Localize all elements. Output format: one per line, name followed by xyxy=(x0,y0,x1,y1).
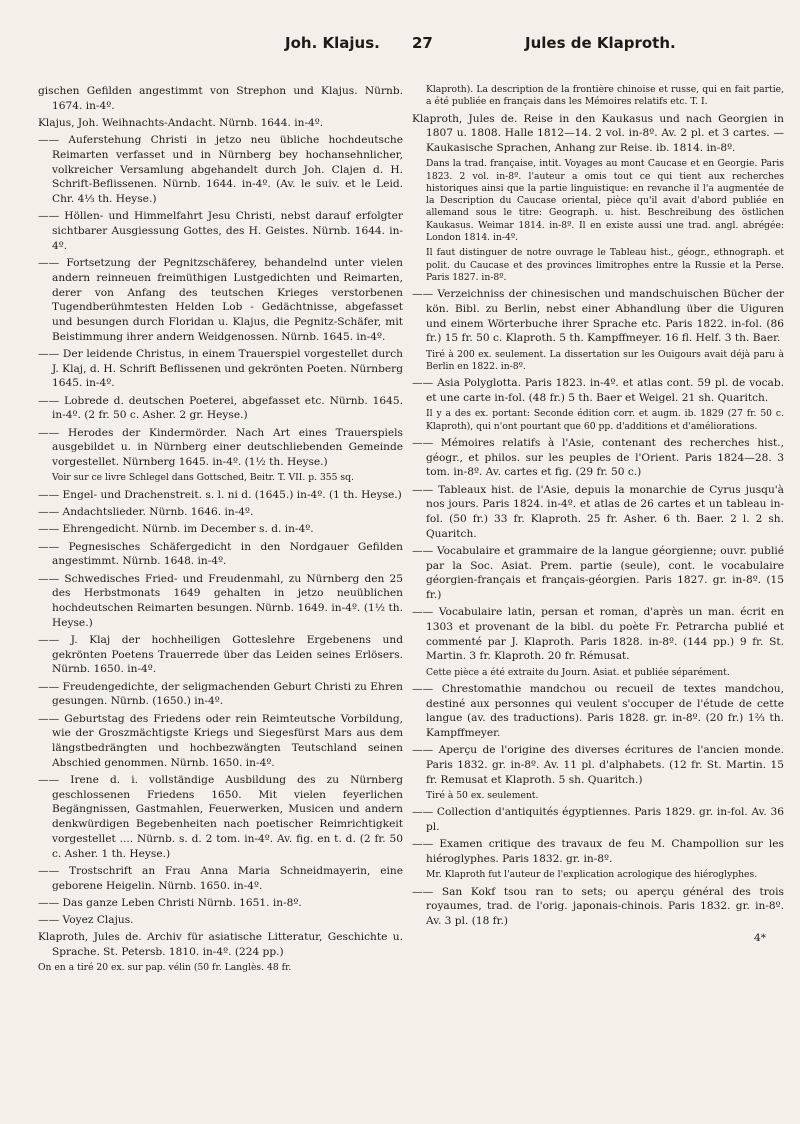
entry: Klaproth, Jules de. Reise in den Kaukasus und nach Georgien in 1807 u. 1808. Halle 1812—14. 2 vol. in-8º. Av. 2 pl. et 3 cartes. — Kaukasische Sprachen, Anhang zur Reise. ib. 1814. in-8º. xyxy=(412,112,784,154)
note: Tiré à 200 ex. seulement. La dissertation sur les Ouigours avait déjà paru à Berlin en 1822. in-8º. xyxy=(426,348,784,372)
note: Klaproth). La description de la frontière chinoise et russe, qui en fait partie, a été publiée en français dans les Mémoires relatifs etc. T. I. xyxy=(426,84,784,108)
entry: —— Trostschrift an Frau Anna Maria Schneidmayerin, eine geborene Heigelin. Nürnb. 1650. in-4º. xyxy=(38,864,403,892)
entry: —— Vocabulaire latin, persan et roman, d'après un man. écrit en 1303 et provenant de la bibl. du poète Fr. Petrarcha publié et commenté par J. Klaproth. Paris 1828. in-8º. (144 pp.) 9 fr. St. Martin. 3 fr. Klaproth. 20 fr. Rémusat. xyxy=(412,606,784,663)
entry: —— Herodes der Kindermörder. Nach Art eines Trauerspiels ausgebildet u. in Nürnberg einer deutschliebenden Gemeinde vorgestellet. Nürnberg 1645. in-4º. (1½ th. Heyse.) xyxy=(38,426,403,469)
header-right: Jules de Klaproth. xyxy=(525,34,676,52)
entry: —— Asia Polyglotta. Paris 1823. in-4º. et atlas cont. 59 pl. de vocab. et une carte in-fol. (48 fr.) 5 th. Baer et Weigel. 21 sh. Quaritch. xyxy=(412,377,784,404)
left-column xyxy=(38,84,403,977)
entry: —— Ehrengedicht. Nürnb. im December s. d. in-4º. xyxy=(38,523,314,536)
entry: —— Schwedisches Fried- und Freudenmahl, zu Nürnberg den 25 des Herbstmonats 1649 gehalten in jetzo neuüblichen hochdeutschen Reimarten besungen. Nürnb. 1649. in-4º. (1½ th. Heyse.) xyxy=(38,572,403,629)
entry: —— Das ganze Leben Christi Nürnb. 1651. in-8º. xyxy=(38,896,302,909)
entry: —— Pegnesisches Schäfergedicht in den Nordgauer Gefilden angestimmt. Nürnb. 1648. in-4º. xyxy=(38,540,403,568)
note: Voir sur ce livre Schlegel dans Gottsched, Beitr. T. VII. p. 355 sq. xyxy=(52,472,354,484)
running-header xyxy=(70,34,770,60)
entry: —— Examen critique des travaux de feu M. Champollion sur les hiéroglyphes. Paris 1832. gr. in-8º. xyxy=(412,838,784,866)
entry: —— J. Klaj der hochheiligen Gotteslehre Ergebenens und gekrönten Poetens Trauerrede über das Leiden seines Erlösers. Nürnb. 1650. in-4º. xyxy=(38,633,403,676)
entry: —— Andachtslieder. Nürnb. 1646. in-4º. xyxy=(38,505,254,518)
entry: —— Verzeichniss der chinesischen und mandschuischen Bücher der kön. Bibl. zu Berlin, nebst einer Abhandlung über die Uiguren und einem Wörterbuche ihrer Sprache etc. Paris 1822. in-fol. (86 fr.) 15 fr. 50 c. Klaproth. 5 th. Kampffmeyer. 16 fl. Helf. 3 th. Baer. xyxy=(412,288,784,345)
note: Il faut distinguer de notre ouvrage le Tableau hist., géogr., ethnograph. et polit. du Caucase et des provinces limitrophes entre la Russie et la Perse. Paris 1827. in-8º. xyxy=(426,247,784,283)
entry: —— San Kokf tsou ran to sets; ou aperçu général des trois royaumes, trad. de l'orig. japonais-chinois. Paris 1832. gr. in-8º. Av. 3 pl. (18 fr.) xyxy=(412,885,784,928)
entry: —— Tableaux hist. de l'Asie, depuis la monarchie de Cyrus jusqu'à nos jours. Paris 1824. in-4º. et atlas de 26 cartes et un tableau in-fol. (50 fr.) 33 fr. Klaproth. 25 fr. Asher. 6 th. Baer. 2 l. 2 sh. Quaritch. xyxy=(412,483,784,540)
note: Tiré à 50 ex. seulement. xyxy=(426,790,539,802)
note: On en a tiré 20 ex. sur pap. vélin (50 fr. Langlès. 48 fr. xyxy=(38,962,292,974)
entry: Klajus, Joh. Weihnachts-Andacht. Nürnb. 1644. in-4º. xyxy=(38,117,324,129)
note: Cette pièce a été extraite du Journ. Asiat. et publiée séparément. xyxy=(426,666,730,678)
entry: Klaproth, Jules de. Archiv für asiatische Litteratur, Geschichte u. Sprache. St. Petersb. 1810. in-4º. (224 pp.) xyxy=(38,931,403,959)
entry: —— Collection d'antiquités égyptiennes. Paris 1829. gr. in-fol. Av. 36 pl. xyxy=(412,806,784,834)
entry: —— Aperçu de l'origine des diverses écritures de l'ancien monde. Paris 1832. gr. in-8º. Av. 11 pl. d'alphabets. (12 fr. St. Martin. 15 fr. Remusat et Klaproth. 5 sh. Quaritch.) xyxy=(412,744,784,786)
entry: —— Fortsetzung der Pegnitzschäferey, behandelnd unter vielen andern reinneuen freimüthigen Lustgedichten und Reimarten, derer von Anfang des teutschen Krieges verstorbenen Tugendberühmtesten Helden Lob - Gedächtnisse, abgefasset und besungen durch Floridan u. Klajus, die Pegnitz-Schäfer, mit Beistimmung ihrer andern Weidgenossen. Nürnb. 1645. in-4º. xyxy=(38,257,403,343)
note: Dans la trad. française, intit. Voyages au mont Caucase et en Georgie. Paris 1823. 2 vol. in-8º. l'auteur a omis tout ce qui tient aux recherches historiques ainsi que la partie linguistique: en revanche il l'a augmentée de la Description du Caucase oriental, pièce qu'il avait d'abord publiée en allemand sous le titre: Geograph. u. hist. Beschreibung des östlichen Kaukasus. Weimar 1814. in-8º. Il en existe aussi une trad. angl. abrégée: London 1814. in-4º. xyxy=(426,158,784,244)
entry: —— Engel- und Drachenstreit. s. l. ni d. (1645.) in-4º. (1 th. Heyse.) xyxy=(38,488,402,501)
entry: —— Lobrede d. deutschen Poeterei, abgefasset etc. Nürnb. 1645. in-4º. (2 fr. 50 c. Asher. 2 gr. Heyse.) xyxy=(38,394,403,422)
entry: —— Höllen- und Himmelfahrt Jesu Christi, nebst darauf erfolgter sichtbarer Ausgiessung Gottes, des H. Geistes. Nürnb. 1644. in-4º. xyxy=(38,210,403,252)
note: Mr. Klaproth fut l'auteur de l'explication acrologique des hiéroglyphes. xyxy=(426,869,758,881)
right-column xyxy=(412,84,784,949)
entry: —— Auferstehung Christi in jetzo neu übliche hochdeutsche Reimarten verfasset und in Nürnberg bey hochansehnlicher, volkreicher Versamlung abgehandelt durch Joh. Clajen d. H. Schrift-Beflissenen. Nürnb. 1644. in-4º. (Av. le suiv. et le Leid. Chr. 4⅓ th. Heyse.) xyxy=(38,134,403,206)
entry: —— Irene d. i. vollständige Ausbildung des zu Nürnberg geschlossenen Friedens 1650. Mit vielen feyerlichen Begängnissen, Gastmahlen, Feuerwerken, Musicen und andern denkwürdigen Begebenheiten nach poetischer Reimrichtigkeit vorgestellet .... Nürnb. s. d. 2 tom. in-4º. Av. fig. en t. d. (2 fr. 50 c. Asher. 1 th. Heyse.) xyxy=(38,774,403,860)
entry: —— Chrestomathie mandchou ou recueil de textes mandchou, destiné aux personnes qui veulent s'occuper de l'étude de cette langue (av. des traductions). Paris 1828. gr. in-8º. (20 fr.) 1⅔ th. Kampffmeyer. xyxy=(412,683,784,740)
entry: gischen Gefilden angestimmt von Strephon und Klajus. Nürnb. 1674. in-4º. xyxy=(38,85,403,112)
note: Il y a des ex. portant: Seconde édition corr. et augm. ib. 1829 (27 fr. 50 c. Klaproth), qui n'ont pourtant que 60 pp. d'additions et d'améliorations. xyxy=(426,408,784,432)
entry: —— Mémoires relatifs à l'Asie, contenant des recherches hist., géogr., et philos. sur les peuples de l'Orient. Paris 1824—28. 3 tom. in-8º. Av. cartes et fig. (29 fr. 50 c.) xyxy=(412,436,784,479)
header-left: Joh. Klajus. xyxy=(285,34,380,52)
entry: —— Freudengedichte, der seligmachenden Geburt Christi zu Ehren gesungen. Nürnb. (1650.) in-4º. xyxy=(38,680,403,708)
signature-mark: 4* xyxy=(753,932,766,945)
entry: —— Der leidende Christus, in einem Trauerspiel vorgestellet durch J. Klaj, d. H. Schrift Beflissenen und gekrönten Poeten. Nürnberg 1645. in-4º. xyxy=(38,347,403,390)
page-number: 27 xyxy=(412,34,433,52)
entry: —— Geburtstag des Friedens oder rein Reimteutsche Vorbildung, wie der Groszmächtigste Kriegs und Siegesfürst Mars aus dem längstbedrängten und hochbezwängten Teutschland seinen Abschied genommen. Nürnb. 1650. in-4º. xyxy=(38,712,403,769)
entry: —— Voyez Clajus. xyxy=(38,914,134,927)
entry: —— Vocabulaire et grammaire de la langue géorgienne; ouvr. publié par la Soc. Asiat. Prem. partie (seule), cont. le vocabulaire géorgien-français et français-géorgien. Paris 1827. gr. in-8º. (15 fr.) xyxy=(412,544,784,602)
